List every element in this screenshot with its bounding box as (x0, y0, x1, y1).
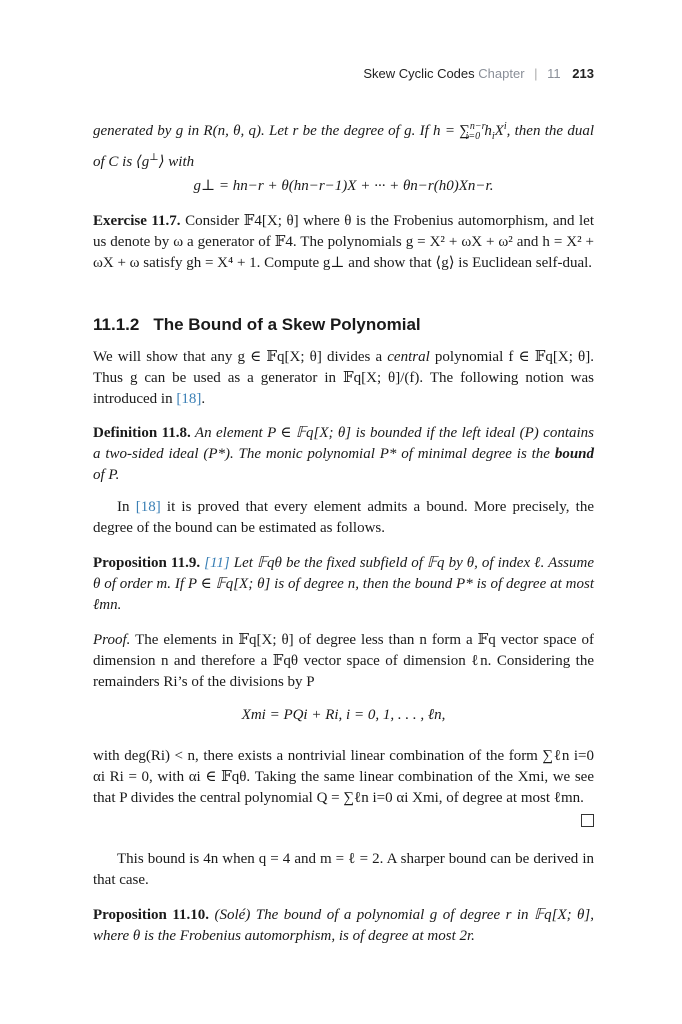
citation-link[interactable]: [11] (204, 555, 230, 571)
paragraph-central: We will show that any g ∈ 𝔽q[X; θ] divides a central polynomial f ∈ 𝔽q[X; θ]. Thus g can be used as a generator in 𝔽q[X; θ]/(f). The following notion was introduced in [18]. (93, 349, 594, 407)
proposition-11-9: Proposition 11.9. [11] Let 𝔽qθ be the fixed subfield of 𝔽q by θ, of index ℓ. Assume θ of order m. If P ∈ 𝔽q[X; θ] is of degree n, then the bound P* is of degree at most ℓmn. (93, 555, 595, 613)
paragraph-sharper-bound: This bound is 4n when q = 4 and m = ℓ = 2. A sharper bound can be derived in that case. (93, 851, 594, 888)
equation-remainders: Xmi = PQi + Ri, i = 0, 1, . . . , ℓn, (241, 707, 446, 723)
theorem-continuation: generated by g in R(n, θ, q). Let r be the degree of g. If h = ∑$^{n-r}_{i=0}$ $h_iX^i$, then the dual of C is ⟨g⊥⟩ with (93, 121, 594, 170)
definition-11-8: Definition 11.8. An element P ∈ 𝔽q[X; θ] is bounded if the left ideal (P) contains a two-sided ideal (P*). The monic polynomial P* of minimal degree is the bound of P. (93, 425, 594, 483)
page-number: 213 (572, 66, 594, 81)
citation-link[interactable]: [18] (176, 391, 202, 407)
running-header (363, 66, 594, 81)
proposition-11-10: Proposition 11.10. (Solé) The bound of a polynomial g of degree r in 𝔽q[X; θ], where θ is the Frobenius automorphism, is of degree at most 2r. (93, 907, 595, 944)
paragraph-bound: In [18] it is proved that every element admits a bound. More precisely, the degree of the bound can be estimated as follows. (93, 499, 594, 536)
exercise-11-7: Exercise 11.7. Consider 𝔽4[X; θ] where θ is the Frobenius automorphism, and let us denote by ω a generator of 𝔽4. The polynomials g = X² + ωX + ω² and h = X² + ωX + ω satisfy gh = X⁴ + 1. Compute g⊥ and show that ⟨g⟩ is Euclidean self-dual. (93, 213, 594, 271)
proof-paragraph: Proof. The elements in 𝔽q[X; θ] of degree less than n form a 𝔽q vector space of dimension n and therefore a 𝔽qθ vector space of dimension ℓn. Considering the remainders Ri’s of the divisions by P (93, 632, 594, 690)
qed-symbol (581, 814, 594, 827)
proof-continuation: with deg(Ri) < n, there exists a nontrivial linear combination of the form ∑ℓn i=0 αi Ri = 0, with αi ∈ 𝔽qθ. Taking the same linear combination of the Xmi, we see that P divides the central polynomial Q = ∑ℓn i=0 αi Xmi, of degree at most ℓmn. (93, 748, 594, 806)
citation-link[interactable]: [18] (135, 499, 161, 515)
header-separator: | (534, 66, 538, 81)
header-title: Skew Cyclic Codes (363, 66, 475, 81)
section-heading: 11.1.2 The Bound of a Skew Polynomial (93, 315, 421, 334)
equation-dual: g⊥ = hn−r + θ(hn−r−1)X + ··· + θn−r(h0)Xn−r. (193, 178, 494, 194)
header-chapter-number: 11 (547, 66, 561, 81)
header-chapter: Chapter (478, 66, 525, 81)
